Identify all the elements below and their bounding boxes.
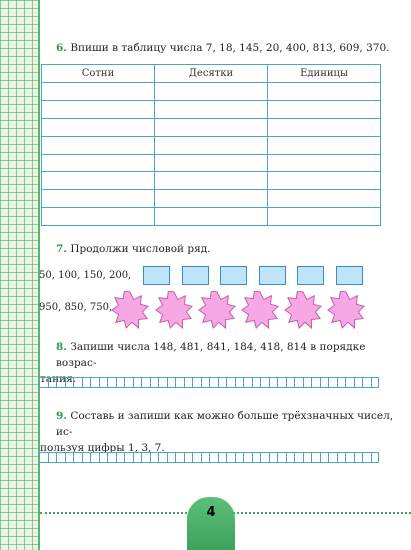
task-9-heading bbox=[40, 408, 396, 456]
table-cell[interactable] bbox=[155, 83, 268, 101]
task-6-heading bbox=[56, 40, 389, 56]
answer-star-shape[interactable] bbox=[327, 291, 365, 329]
task-9-number: 9. bbox=[56, 410, 67, 422]
answer-star-shape[interactable] bbox=[198, 291, 236, 329]
table-cell[interactable] bbox=[268, 100, 381, 118]
table-row bbox=[42, 136, 381, 154]
column-header-units: Единицы bbox=[268, 65, 381, 83]
table-row bbox=[42, 172, 381, 190]
task-8-line-1: Запиши числа 148, 481, 841, 184, 418, 814 в порядке возрас- bbox=[56, 341, 366, 369]
answer-star-shape[interactable] bbox=[155, 291, 193, 329]
page-number-tab bbox=[187, 497, 235, 550]
answer-star-shape[interactable] bbox=[241, 291, 279, 329]
table-row bbox=[42, 118, 381, 136]
column-header-tens: Десятки bbox=[155, 65, 268, 83]
table-cell[interactable] bbox=[268, 118, 381, 136]
table-cell[interactable] bbox=[268, 83, 381, 101]
table-cell[interactable] bbox=[42, 83, 155, 101]
table-cell[interactable] bbox=[155, 136, 268, 154]
answer-cells-task-9[interactable] bbox=[39, 452, 379, 463]
table-cell[interactable] bbox=[42, 208, 155, 226]
task-6-text: Впиши в таблицу числа 7, 18, 145, 20, 400, 813, 609, 370. bbox=[70, 42, 390, 54]
answer-cells-task-8[interactable] bbox=[39, 377, 379, 388]
table-row bbox=[42, 100, 381, 118]
table-cell[interactable] bbox=[155, 172, 268, 190]
table-cell[interactable] bbox=[42, 118, 155, 136]
task-7-heading bbox=[56, 241, 211, 257]
answer-star-shape[interactable] bbox=[284, 291, 322, 329]
task-9-line-2: пользуя цифры 1, 3, 7. bbox=[40, 442, 165, 454]
task-9-line-1: Составь и запиши как можно больше трёхзначных чисел, ис- bbox=[56, 410, 394, 438]
answer-box[interactable] bbox=[259, 266, 286, 285]
sequence-row-1-label: 50, 100, 150, 200, bbox=[39, 270, 132, 281]
answer-box[interactable] bbox=[336, 266, 363, 285]
task-6-number: 6. bbox=[56, 42, 67, 54]
answer-box[interactable] bbox=[182, 266, 209, 285]
column-header-hundreds: Сотни bbox=[42, 65, 155, 83]
task-7-number: 7. bbox=[56, 243, 67, 255]
table-cell[interactable] bbox=[155, 208, 268, 226]
table-cell[interactable] bbox=[155, 118, 268, 136]
grid-margin-strip bbox=[0, 0, 40, 550]
task-8-number: 8. bbox=[56, 341, 67, 353]
table-cell[interactable] bbox=[155, 154, 268, 172]
answer-box[interactable] bbox=[297, 266, 324, 285]
page-number: 4 bbox=[206, 505, 216, 520]
table-cell[interactable] bbox=[42, 136, 155, 154]
table-cell[interactable] bbox=[268, 172, 381, 190]
answer-box[interactable] bbox=[220, 266, 247, 285]
answer-box[interactable] bbox=[143, 266, 170, 285]
sequence-row-2-label: 950, 850, 750, bbox=[39, 302, 113, 313]
table-cell[interactable] bbox=[268, 208, 381, 226]
table-cell[interactable] bbox=[42, 190, 155, 208]
table-cell[interactable] bbox=[42, 154, 155, 172]
task-8-line-2: тания. bbox=[40, 373, 77, 385]
table-row bbox=[42, 154, 381, 172]
task-7-text: Продолжи числовой ряд. bbox=[70, 243, 211, 255]
table-row bbox=[42, 83, 381, 101]
table-cell[interactable] bbox=[155, 190, 268, 208]
table-cell[interactable] bbox=[268, 136, 381, 154]
table-cell[interactable] bbox=[268, 190, 381, 208]
place-value-table bbox=[41, 64, 381, 226]
table-header-row bbox=[42, 65, 381, 83]
table-cell[interactable] bbox=[155, 100, 268, 118]
table-row bbox=[42, 208, 381, 226]
table-cell[interactable] bbox=[268, 154, 381, 172]
answer-star-shape[interactable] bbox=[111, 291, 149, 329]
table-cell[interactable] bbox=[42, 100, 155, 118]
table-row bbox=[42, 190, 381, 208]
table-cell[interactable] bbox=[42, 172, 155, 190]
